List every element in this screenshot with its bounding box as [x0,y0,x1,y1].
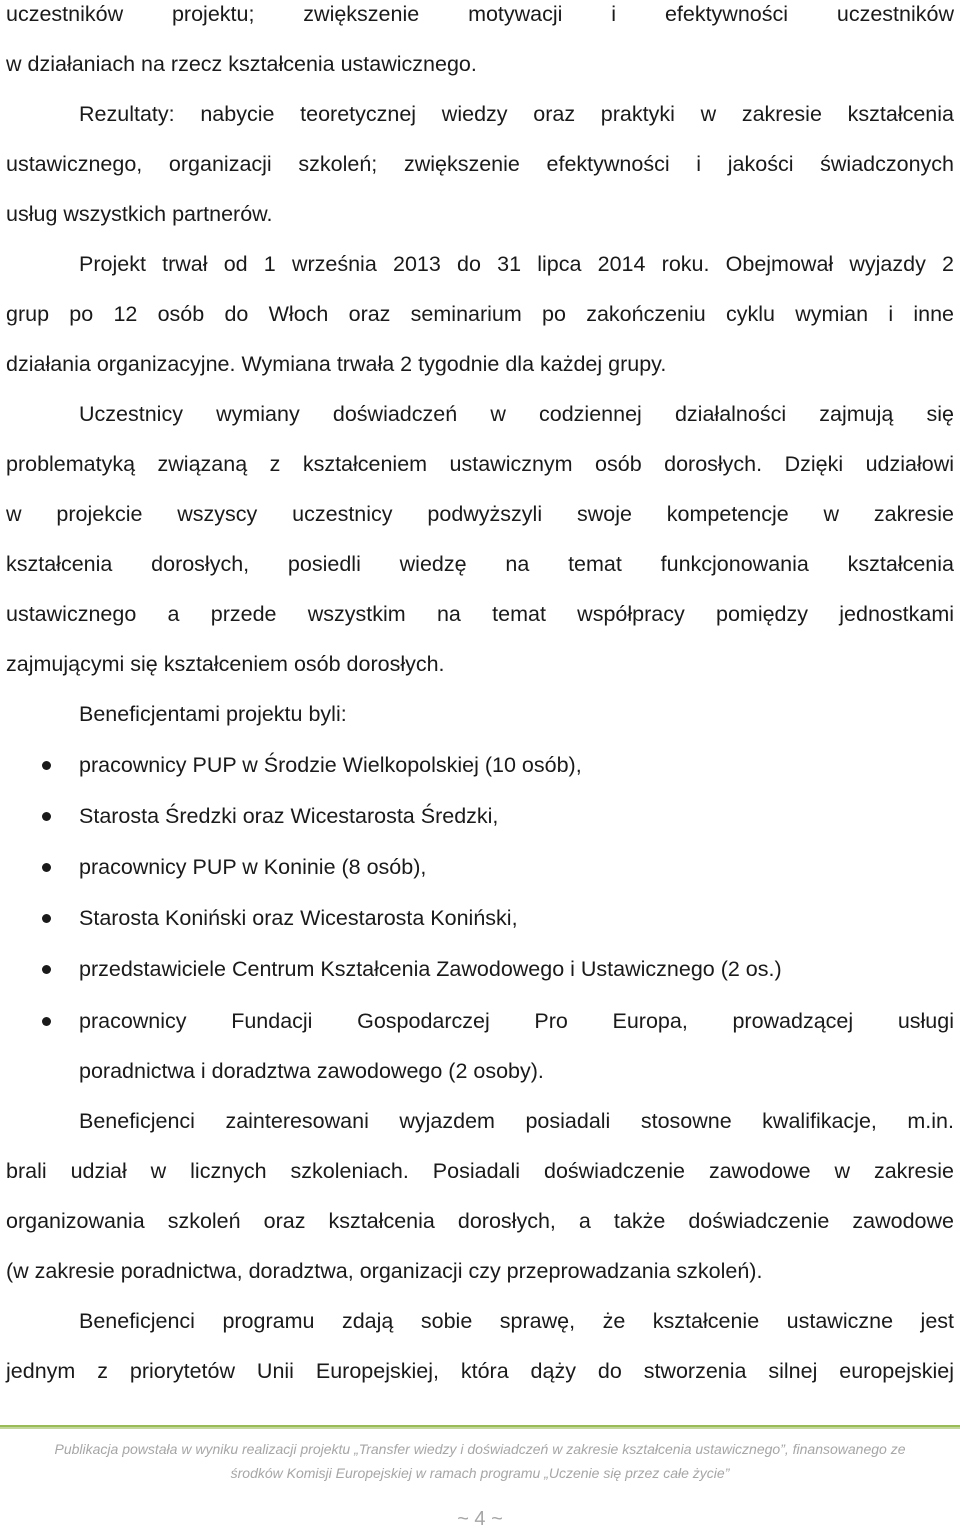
text-line: grup po 12 osób do Włoch oraz seminarium po zakończeniu cyklu wymian i inne [6,302,954,326]
list-heading: Beneficjentami projektu byli: [79,702,347,726]
text-line: kształcenia dorosłych, posiedli wiedzę na temat funkcjonowania kształcenia [6,552,954,576]
list-item-text: pracownicy PUP w Koninie (8 osób), [79,855,427,879]
list-item [6,842,954,892]
bullet-icon [42,914,51,923]
text-line: Beneficjenci zainteresowani wyjazdem posiadali stosowne kwalifikacje, m.in. [79,1109,954,1133]
text-line: działania organizacyjne. Wymiana trwała 2 tygodnie dla każdej grupy. [6,352,667,376]
list-item [6,893,954,943]
list-item-text: pracownicy PUP w Środzie Wielkopolskiej (10 osób), [79,753,582,777]
list-item-text: przedstawiciele Centrum Kształcenia Zawodowego i Ustawicznego (2 os.) [79,957,782,981]
text-line: w działaniach na rzecz kształcenia ustawicznego. [6,52,477,76]
text-line: ustawicznego a przede wszystkim na temat współpracy pomiędzy jednostkami [6,602,954,626]
list-item [6,996,954,1046]
list-item-text: Starosta Średzki oraz Wicestarosta Średzki, [79,804,499,828]
text-line: problematyką związaną z kształceniem ustawicznym osób dorosłych. Dzięki udziałowi [6,452,954,476]
text-line: brali udział w licznych szkoleniach. Posiadali doświadczenie zawodowe w zakresie [6,1159,954,1183]
document-page [6,0,954,1531]
bullet-icon [42,965,51,974]
text-line: Projekt trwał od 1 września 2013 do 31 lipca 2014 roku. Obejmował wyjazdy 2 [79,252,954,276]
bullet-icon [42,812,51,821]
bullet-icon [42,1017,51,1026]
list-item-continuation: poradnictwa i doradztwa zawodowego (2 osoby). [79,1059,544,1083]
list-item [6,791,954,841]
text-line: ustawicznego, organizacji szkoleń; zwiększenie efektywności i jakości świadczonych [6,152,954,176]
list-item [6,740,954,790]
text-line: organizowania szkoleń oraz kształcenia dorosłych, a także doświadczenie zawodowe [6,1209,954,1233]
text-line: jednym z priorytetów Unii Europejskiej, która dąży do stworzenia silnej europejskiej [6,1359,954,1383]
text-line: zajmującymi się kształceniem osób dorosłych. [6,652,445,676]
text-line: Rezultaty: nabycie teoretycznej wiedzy oraz praktyki w zakresie kształcenia [79,102,954,126]
list-item-text: Starosta Koniński oraz Wicestarosta Koniński, [79,906,518,930]
bullet-icon [42,761,51,770]
page-number: ~ 4 ~ [457,1508,503,1530]
list-item [6,944,954,994]
text-line: Uczestnicy wymiany doświadczeń w codziennej działalności zajmują się [79,402,954,426]
text-line: w projekcie wszyscy uczestnicy podwyższyli swoje kompetencje w zakresie [6,502,954,526]
list-item-text: pracownicy Fundacji Gospodarczej Pro Europa, prowadzącej usługi [79,1009,954,1033]
text-line: usług wszystkich partnerów. [6,202,273,226]
bullet-icon [42,863,51,872]
text-line: (w zakresie poradnictwa, doradztwa, organizacji czy przeprowadzania szkoleń). [6,1259,763,1283]
text-line: Beneficjenci programu zdają sobie sprawę, że kształcenie ustawiczne jest [79,1309,954,1333]
footer-divider [0,1425,960,1429]
footer-text: Publikacja powstała w wyniku realizacji projektu „Transfer wiedzy i doświadczeń w zakresie kształcenia ustawicznego”, finansowanego ze [54,1441,906,1457]
text-line: uczestników projektu; zwiększenie motywacji i efektywności uczestników [6,2,954,26]
footer-text: środków Komisji Europejskiej w ramach programu „Uczenie się przez całe życie” [230,1465,730,1481]
